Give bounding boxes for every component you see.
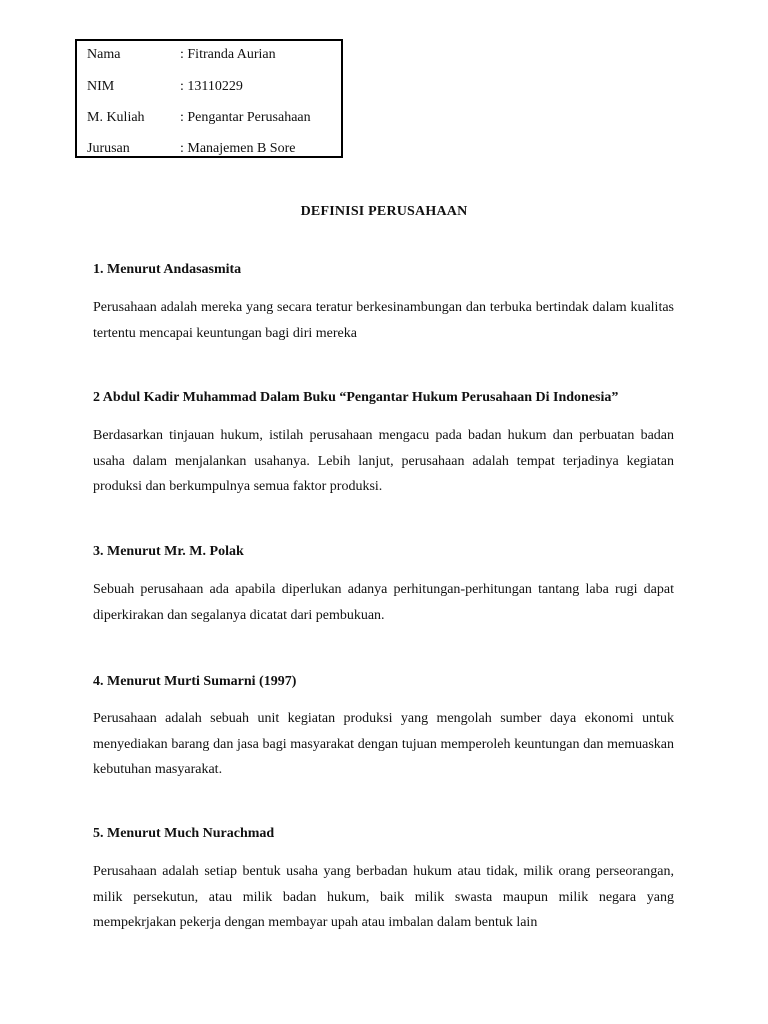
section-paragraph: Perusahaan adalah sebuah unit kegiatan produksi yang mengolah sumber daya ekonomi untuk menyediakan barang dan jasa bagi masyarakat dengan tujuan memperoleh keuntungan dan memuaskan kebutuhan masyarakat. — [93, 711, 674, 778]
identity-label: Nama — [87, 47, 121, 62]
section-heading: 1. Menurut Andasasmita — [93, 262, 242, 277]
section-paragraph: Perusahaan adalah mereka yang secara teratur berkesinambungan dan terbuka bertindak dalam kualitas tertentu mencapai keuntungan bagi diri mereka — [93, 300, 674, 341]
section-paragraph: Berdasarkan tinjauan hukum, istilah perusahaan mengacu pada badan hukum dan perbuatan badan usaha dalam menjalankan usahanya. Lebih lanjut, perusahaan adalah tempat terjadinya kegiatan produksi dan berkumpulnya semua faktor produksi. — [93, 428, 674, 495]
identity-label: M. Kuliah — [87, 110, 145, 125]
student-identity-box — [75, 39, 343, 158]
identity-label: NIM — [87, 79, 115, 94]
section-paragraph: Sebuah perusahaan ada apabila diperlukan adanya perhitungan-perhitungan tantang laba rugi dapat diperkirakan dan segalanya dicatat dari pembukuan. — [93, 582, 674, 623]
identity-value: : Fitranda Aurian — [180, 47, 276, 62]
identity-value: : Pengantar Perusahaan — [180, 110, 311, 125]
identity-label: Jurusan — [87, 141, 130, 156]
section-paragraph: Perusahaan adalah setiap bentuk usaha yang berbadan hukum atau tidak, milik orang perseorangan, milik persekutun, atau milik badan hukum, baik milik swasta maupun milik negara yang mempekrjakan pekerja dengan membayar upah atau imbalan dalam bentuk lain — [93, 864, 674, 931]
section-heading: 3. Menurut Mr. M. Polak — [93, 544, 244, 559]
document-title: DEFINISI PERUSAHAAN — [300, 204, 468, 219]
section-heading: 5. Menurut Much Nurachmad — [93, 826, 275, 841]
identity-value: : 13110229 — [180, 79, 243, 94]
section-heading: 4. Menurut Murti Sumarni (1997) — [93, 674, 297, 689]
identity-value: : Manajemen B Sore — [180, 141, 296, 156]
section-heading: 2 Abdul Kadir Muhammad Dalam Buku “Pengantar Hukum Perusahaan Di Indonesia” — [93, 390, 619, 405]
